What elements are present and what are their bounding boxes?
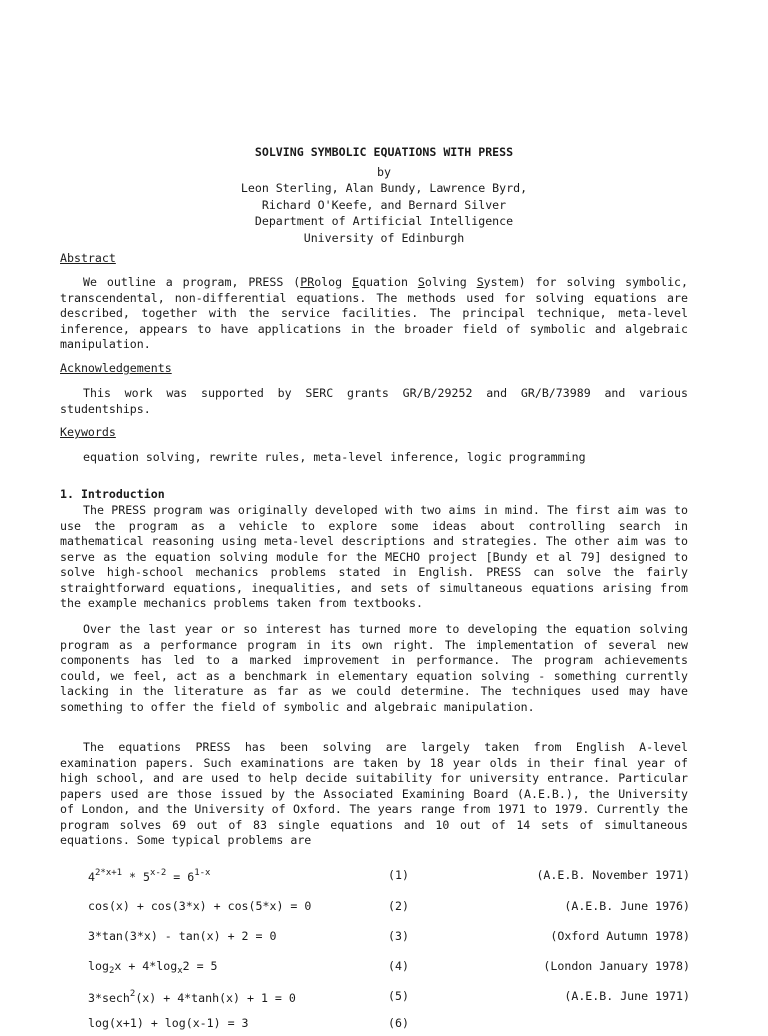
acknowledgements-heading: Acknowledgements [60,361,172,375]
equation-number: (4) [388,959,409,973]
equation-row-4 [0,959,768,979]
equation-row-5 [0,989,768,1009]
affiliation-university: University of Edinburgh [303,230,465,245]
authors-line-2: Richard O'Keefe, and Bernard Silver [261,197,507,212]
equation-source: (London January 1978) [543,959,690,973]
equation-4: $\log_2x + 4*\log_x2 = 5$ [88,959,218,976]
by-line: by [377,164,391,179]
equation-row-3 [0,929,768,949]
equation-1: $4^{2*x+1} * 5^{x-2} = 6^{1-x}$ [88,868,211,884]
equation-6: log(x+1) + log(x-1) = 3 [88,1016,249,1030]
equation-number: (2) [388,899,409,913]
abstract-text: We outline a program, PRESS (PRolog Equation Solving System) for solving symbolic, transcendental, non-differential equations. The methods used for solving equations are described, together with the service facilities. The principal technique, meta-level inference, appears to have applications in the broader field of symbolic and algebraic manipulation. [60,275,689,351]
introduction-heading: 1. Introduction [60,487,165,501]
intro-paragraph-2: Over the last year or so interest has turned more to developing the equation solving program as a performance program in its own right. The implementation of several new components has led to a marked improvement in performance. The program achievements could, we feel, act as a benchmark in elementary equation solving - something currently lacking in the literature as far as we could determine. The techniques used may have something to offer the field of symbolic and algebraic manipulation. [60,622,688,714]
equation-5: 3*sech$^2$(x) + 4*tanh(x) + 1 = 0 [88,989,296,1005]
affiliation-department: Department of Artificial Intelligence [254,214,514,228]
intro-paragraph-3: The equations PRESS has been solving are largely taken from English A-level examination papers. Such examinations are taken by 18 year olds in their final year of high school, and are used to help decide suitability for university entrance. Particular papers used are those issued by the Associated Examining Board (A.E.B.), the University of London, and the University of Oxford. The years range from 1971 to 1979. Currently the program solves 69 out of 83 single equations and 10 out of 14 sets of simultaneous equations. Some typical problems are [60,740,688,847]
equation-source: (A.E.B. June 1971) [564,989,690,1003]
acknowledgements-text: This work was supported by SERC grants GR/B/29252 and GR/B/73989 and various studentships. [60,386,688,416]
equation-source: (A.E.B. June 1976) [564,899,690,913]
equation-row-1 [0,868,768,888]
equation-3: 3*tan(3*x) - tan(x) + 2 = 0 [88,929,277,943]
intro-paragraph-1: The PRESS program was originally developed with two aims in mind. The first aim was to use the program as a vehicle to explore some ideas about controlling search in mathematical reasoning using meta-level descriptions and strategies. The other aim was to serve as the equation solving module for the MECHO project [Bundy et al 79] designed to solve high-school mechanics problems stated in English. PRESS can solve the fairly straightforward equations, inequalities, and sets of simultaneous equations arising from the example mechanics problems taken from textbooks. [60,503,688,610]
paper-title: SOLVING SYMBOLIC EQUATIONS WITH PRESS [254,145,514,159]
equation-source: (A.E.B. November 1971) [536,868,690,882]
equation-row-6 [0,1016,768,1036]
equation-source: (Oxford Autumn 1978) [550,929,690,943]
authors-line-1: Leon Sterling, Alan Bundy, Lawrence Byrd, [240,181,528,195]
equation-number: (1) [388,868,409,882]
keywords-heading: Keywords [60,425,116,439]
equation-row-2 [0,899,768,919]
equation-number: (3) [388,929,409,943]
equation-number: (5) [388,989,409,1003]
keywords-text: equation solving, rewrite rules, meta-level inference, logic programming [83,450,586,464]
equation-number: (6) [388,1016,409,1030]
equation-2: cos(x) + cos(3*x) + cos(5*x) = 0 [88,899,312,913]
abstract-heading: Abstract [60,251,116,265]
title-block [0,144,768,246]
